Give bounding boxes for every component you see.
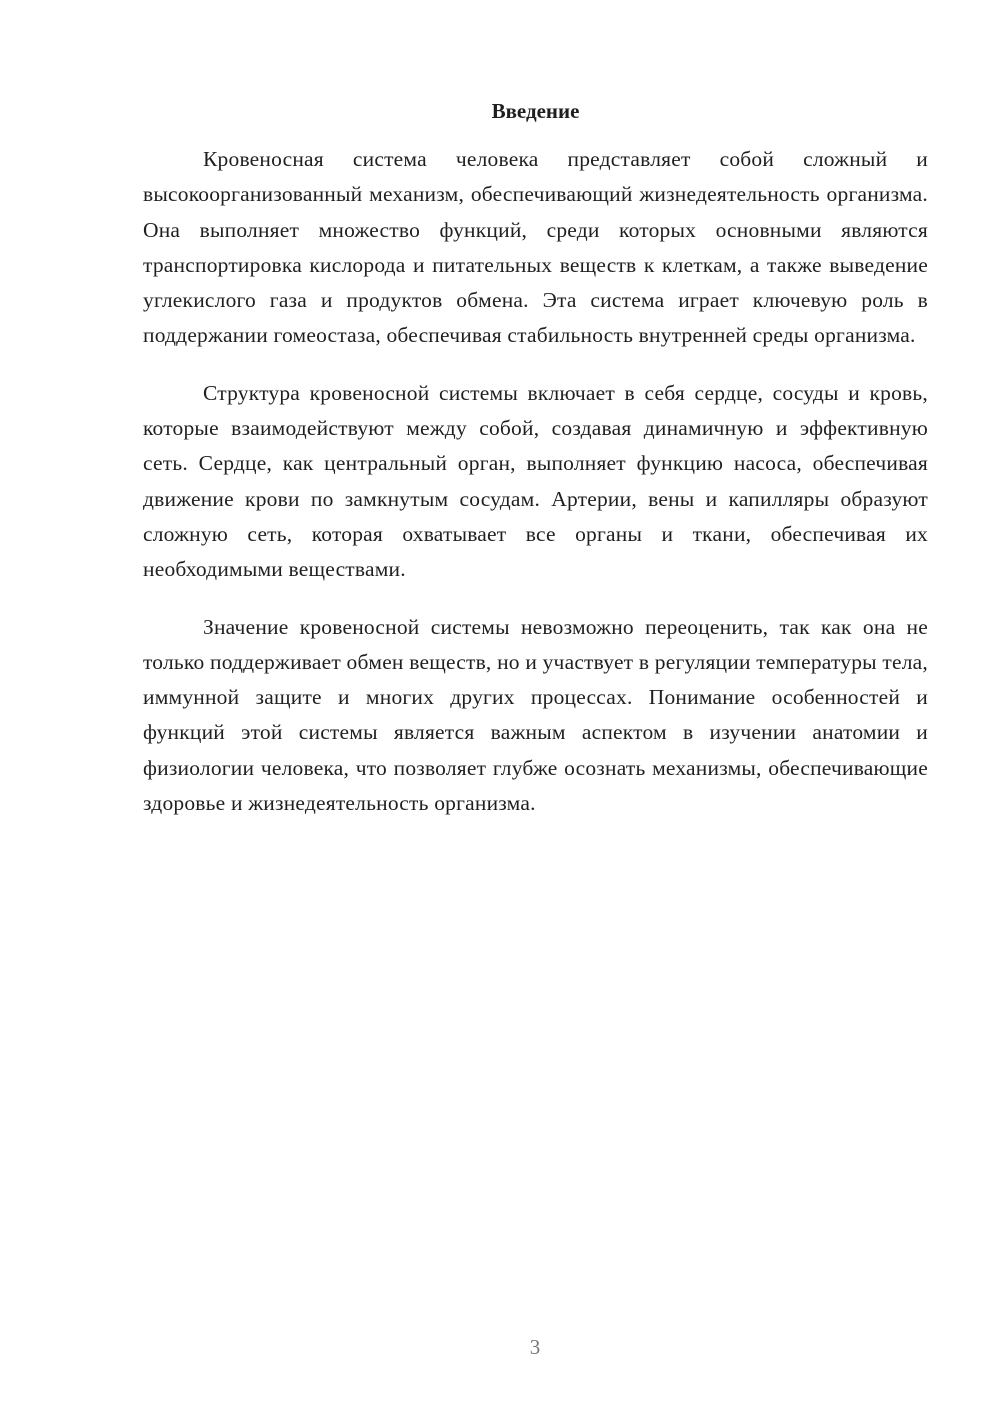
- document-body: [143, 142, 928, 843]
- paragraph: Структура кровеносной системы включает в себя сердце, сосуды и кровь, которые взаимодействуют между собой, создавая динамичную и эффективную сеть. Сердце, как центральный орган, выполняет функцию насоса, обеспечивая движение крови по замкнутым сосудам. Артерии, вены и капилляры образуют сложную сеть, которая охватывает все органы и ткани, обеспечивая их необходимыми веществами.: [143, 380, 928, 582]
- page-number: 3: [529, 1335, 541, 1359]
- paragraph: Кровеносная система человека представляет собой сложный и высокоорганизованный механизм, обеспечивающий жизнедеятельность организма. Она выполняет множество функций, среди которых основными являются транспортировка кислорода и питательных веществ к клеткам, а также выведение углекислого газа и продуктов обмена. Эта система играет ключевую роль в поддержании гомеостаза, обеспечивая стабильность внутренней среды организма.: [143, 147, 928, 348]
- page-title: Введение: [491, 99, 580, 123]
- paragraph: Значение кровеносной системы невозможно переоценить, так как она не только поддерживает обмен веществ, но и участвует в регуляции температуры тела, иммунной защите и многих других процессах. Понимание особенностей и функций этой системы является важным аспектом в изучении анатомии и физиологии человека, что позволяет глубже осознать механизмы, обеспечивающие здоровье и жизнедеятельность организма.: [143, 614, 928, 816]
